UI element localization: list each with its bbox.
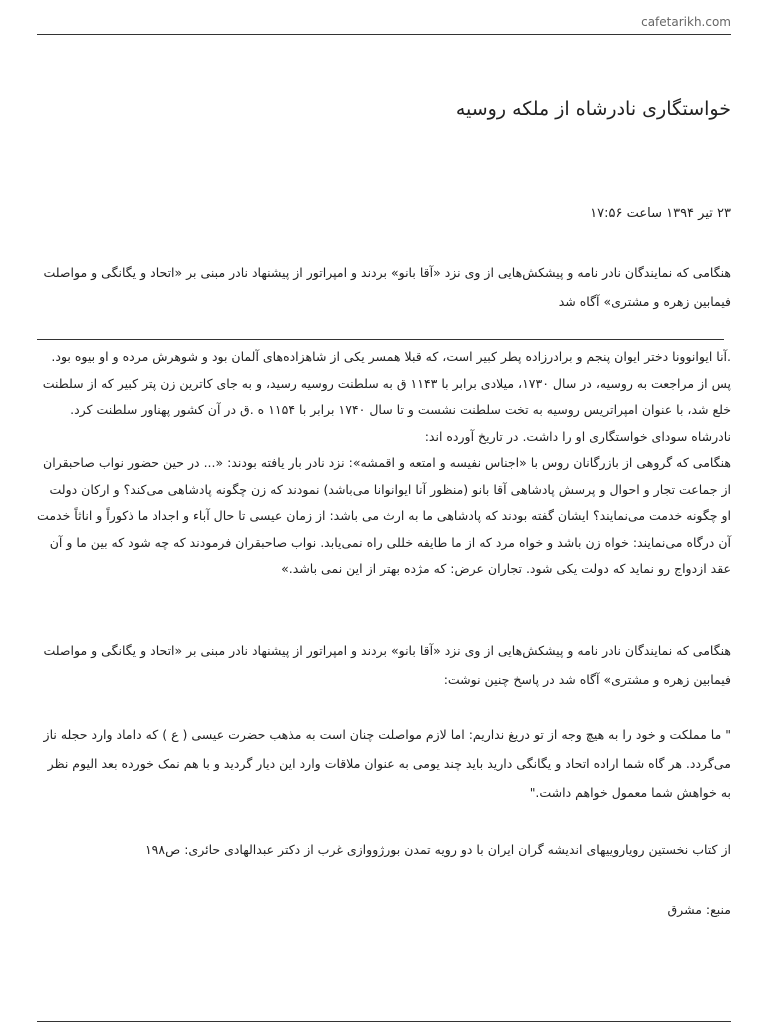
history-section [37,344,731,583]
section-rule [37,339,724,340]
site-domain: cafetarikh.com [641,15,731,29]
footer-rule [37,1021,731,1022]
merchants-paragraph: هنگامی که گروهی از بازرگانان روس با «اجناس نفیسه و امتعه و اقمشه»: نزد نادر بار یافته بودند: «... در حین حضور نواب صاحبقران از جماعت تجار و احوال و پرسش پادشاهی آقا بانو (منظور آنا ایوانوانا می‌باشد) نمودند که زن چگونه پادشاهی می‌کند؟ و ارکان دولت او چگونه خدمت می‌نمایند؟ ایشان گفته بودند که پادشاهی ما به ارث می باشد: از زمان عیسی تا حال آباء و اجداد ما ذکوراً و اناثاً خدمت آن درگاه می‌نمایند: خواه زن باشد و خواه مرد که از ما طایفه خللی راه نمی‌یابد. نواب صاحبقران فرمودند که چه شود که بین ما و آن عقد ازدواج رو نماید که دولت یکی شود. تجاران عرض: که مژده بهتر از این نمی باشد.» [37,455,731,576]
source-line: منبع: مشرق [667,902,731,917]
header-rule [37,34,731,35]
book-reference: از کتاب نخستین رویاروییهای اندیشه گران ایران با دو رویه تمدن بورژووازی غرب از دکتر عبدالهادی حائری: ص۱۹۸ [144,842,731,857]
reply-intro-paragraph: هنگامی که نمایندگان نادر نامه و پیشکش‌هایی از وی نزد «آقا بانو» بردند و امپراتور از پیشنهاد نادر مبنی بر «اتحاد و یگانگی و مواصلت فیمابین زهره و مشتری» آگاه شد در پاسخ چنین نوشت: [43,643,731,687]
article-date: ۲۳ تیر ۱۳۹۴ ساعت ۱۷:۵۶ [590,206,731,221]
article-title: خواستگاری نادرشاه از ملکه روسیه [455,98,731,120]
history-paragraph: .آنا ایوانوونا دختر ایوان پنجم و برادرزاده پطر کبیر است، که قبلا همسر یکی از شاهزاده‌های آلمان بود و شوهرش مرده و او بیوه بود. پس از مراجعت به روسیه، در سال ۱۷۳۰، میلادی برابر با ۱۱۴۳ ق به سلطنت روسیه رسید، و به جای کاترین زن پتر کبیر که از سلطنت خلع شد، با عنوان امپراتریس روسیه به تخت سلطنت نشست و تا سال ۱۷۴۰ برابر با ۱۱۵۴ ه .ق در آن کشور پهناور سلطنت کرد. نادرشاه سودای خواستگاری او را داشت. در تاریخ آورده اند: [42,349,731,444]
letter-quote: " ما مملکت و خود را به هیچ وجه از تو دریغ نداریم: اما لازم مواصلت چنان است به مذهب حضرت عیسی ( ع ) که داماد وارد حجله ناز می‌گردد. هر گاه شما اراده اتحاد و یگانگی دارید باید چند یومی به عنوان ملاقات وارد این دیار گردید و با هم نمک خورده بعد الیوم نظر به خواهش شما معمول خواهم داشت." [43,727,731,800]
article-lead: هنگامی که نمایندگان نادر نامه و پیشکش‌هایی از وی نزد «آقا بانو» بردند و امپراتور از پیشنهاد نادر مبنی بر «اتحاد و یگانگی و مواصلت فیمابین زهره و مشتری» آگاه شد [43,265,731,309]
